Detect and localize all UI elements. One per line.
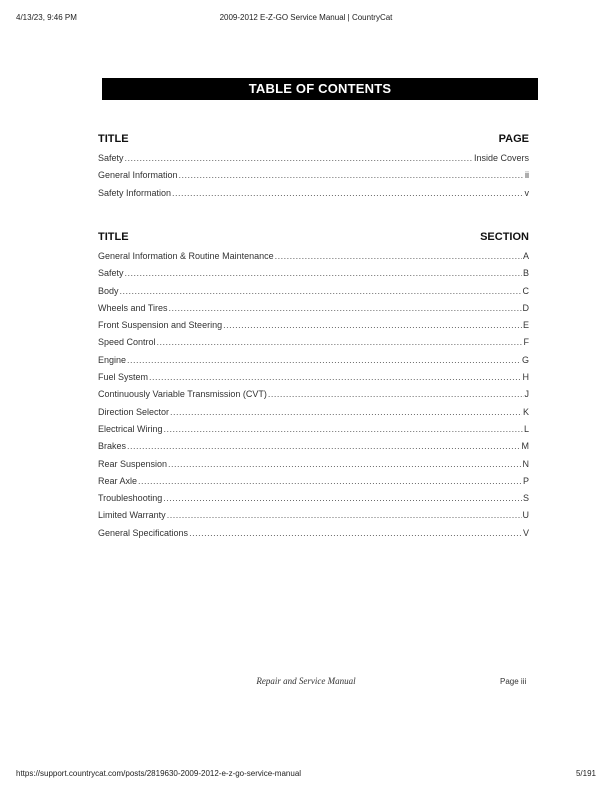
toc-entry	[98, 528, 529, 545]
col-section-heading: SECTION	[480, 231, 529, 243]
toc-entry-locator: F	[523, 337, 529, 348]
dot-leader	[275, 251, 522, 261]
toc-entry-title: Direction Selector	[98, 406, 170, 417]
toc-entry-title: Rear Suspension	[98, 458, 168, 469]
toc-entry	[98, 337, 529, 354]
toc-entry	[98, 286, 529, 303]
toc-entry	[98, 268, 529, 285]
toc-entry-locator: C	[522, 285, 529, 296]
front-matter-toc	[98, 133, 529, 205]
col-title-heading: TITLE	[98, 231, 129, 243]
front-matter-header	[98, 133, 529, 153]
toc-entry-title: Limited Warranty	[98, 510, 166, 521]
toc-entry-locator: Inside Covers	[473, 153, 529, 163]
print-footer	[16, 769, 596, 781]
toc-entry-title: Front Suspension and Steering	[98, 320, 223, 331]
toc-entry-title: Continuously Variable Transmission (CVT)	[98, 389, 267, 400]
toc-entry	[98, 251, 529, 268]
dot-leader	[268, 389, 524, 399]
dot-leader	[164, 424, 523, 434]
toc-entry-title: Electrical Wiring	[98, 423, 163, 434]
toc-entry-locator: P	[522, 475, 529, 486]
dot-leader	[138, 476, 522, 486]
print-page-title: 2009-2012 E-Z-GO Service Manual | CountryCat	[219, 13, 393, 22]
toc-entry-title: Troubleshooting	[98, 493, 163, 504]
dot-leader	[179, 170, 524, 180]
col-page-heading: PAGE	[498, 133, 529, 145]
dot-leader	[157, 337, 523, 347]
toc-entry	[98, 424, 529, 441]
dot-leader	[170, 407, 522, 417]
toc-entry	[98, 476, 529, 493]
toc-entry	[98, 188, 529, 205]
toc-entry	[98, 389, 529, 406]
dot-leader	[168, 459, 521, 469]
toc-entry	[98, 170, 529, 187]
toc-entry-title: Safety	[98, 268, 124, 279]
toc-entry	[98, 407, 529, 424]
toc-entry	[98, 320, 529, 337]
toc-entry-locator: A	[522, 251, 529, 261]
toc-banner: TABLE OF CONTENTS	[102, 78, 538, 100]
toc-entry-locator: H	[522, 372, 529, 383]
toc-entry-locator: G	[521, 354, 529, 365]
toc-entry	[98, 372, 529, 389]
col-title-heading: TITLE	[98, 133, 129, 145]
toc-entry-locator: U	[522, 510, 529, 521]
toc-entry-locator: N	[522, 458, 529, 469]
toc-entry-title: Fuel System	[98, 372, 149, 383]
sections-toc	[98, 231, 529, 545]
toc-entry-title: General Specifications	[98, 527, 189, 538]
toc-entry	[98, 493, 529, 510]
toc-entry-locator: E	[522, 320, 529, 331]
toc-entry-locator: K	[522, 406, 529, 417]
toc-entry-locator: L	[523, 423, 529, 434]
dot-leader	[223, 320, 522, 330]
dot-leader	[120, 286, 522, 296]
toc-entry-title: General Information	[98, 170, 178, 181]
toc-entry-locator: ii	[525, 170, 529, 181]
toc-entry-locator: v	[524, 187, 529, 198]
manual-name: Repair and Service Manual	[256, 676, 356, 686]
toc-entry-title: Safety Information	[98, 187, 172, 198]
toc-entry-title: Speed Control	[98, 337, 156, 348]
dot-leader	[127, 355, 521, 365]
dot-leader	[125, 268, 522, 278]
dot-leader	[125, 153, 473, 163]
toc-entry-title: Rear Axle	[98, 475, 138, 486]
toc-entry-locator: M	[521, 441, 529, 452]
toc-entry-locator: V	[522, 527, 529, 538]
print-page-count: 5/191	[575, 769, 596, 778]
sections-rows	[98, 251, 529, 545]
print-header	[16, 13, 596, 25]
toc-entry	[98, 355, 529, 372]
print-datetime: 4/13/23, 9:46 PM	[16, 13, 77, 22]
toc-entry-title: General Information & Routine Maintenance	[98, 251, 274, 261]
toc-entry-title: Body	[98, 285, 119, 296]
front-matter-rows	[98, 153, 529, 205]
dot-leader	[149, 372, 521, 382]
toc-entry	[98, 510, 529, 527]
toc-entry-locator: J	[524, 389, 529, 400]
dot-leader	[172, 188, 523, 198]
sections-header	[98, 231, 529, 251]
toc-entry-locator: B	[522, 268, 529, 279]
page-number: Page iii	[500, 677, 527, 686]
toc-entry-title: Engine	[98, 354, 127, 365]
toc-entry-title: Safety	[98, 153, 124, 163]
toc-entry	[98, 441, 529, 458]
toc-entry-title: Wheels and Tires	[98, 302, 168, 313]
toc-entry-locator: S	[522, 493, 529, 504]
toc-entry	[98, 459, 529, 476]
dot-leader	[127, 441, 520, 451]
toc-entry	[98, 303, 529, 320]
dot-leader	[163, 493, 522, 503]
dot-leader	[167, 510, 522, 520]
toc-entry-locator: D	[522, 302, 529, 313]
dot-leader	[189, 528, 522, 538]
dot-leader	[169, 303, 522, 313]
source-url: https://support.countrycat.com/posts/2819630-2009-2012-e-z-go-service-manual	[16, 769, 302, 778]
toc-entry	[98, 153, 529, 170]
toc-entry-title: Brakes	[98, 441, 127, 452]
